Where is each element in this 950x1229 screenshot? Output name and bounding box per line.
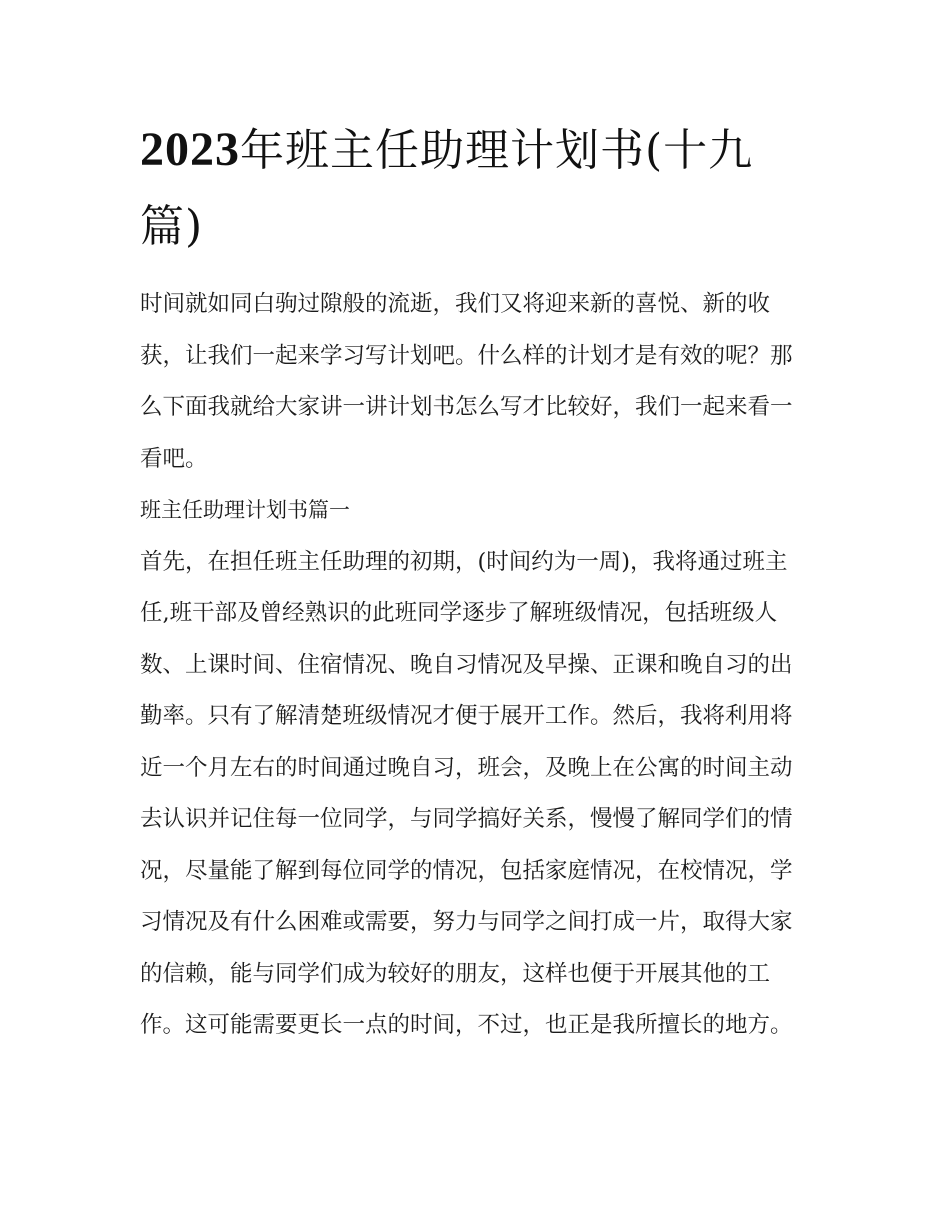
document-title bbox=[140, 112, 812, 265]
intro-paragraph: 时间就如同白驹过隙般的流逝，我们又将迎来新的喜悦、新的收获，让我们一起来学习写计划吧。什么样的计划才是有效的呢？那么下面我就给大家讲一讲计划书怎么写才比较好，我们一起来看一看吧。 bbox=[140, 291, 793, 472]
document-content bbox=[140, 112, 812, 1052]
section-heading: 班主任助理计划书篇一 bbox=[140, 498, 350, 522]
title-year: 2023 bbox=[140, 123, 240, 176]
title-text: 年班主任助理计划书(十九篇) bbox=[140, 125, 754, 252]
body-paragraph: 首先，在担任班主任助理的初期，(时间约为一周)，我将通过班主任,班干部及曾经熟识的此班同学逐步了解班级情况，包括班级人数、上课时间、住宿情况、晚自习情况及早操、正课和晚自习的出勤率。只有了解清楚班级情况才便于展开工作。然后，我将利用将近一个月左右的时间通过晚自习，班会，及晚上在公寓的时间主动去认识并记住每一位同学，与同学搞好关系，慢慢了解同学们的情况，尽量能了解到每位同学的情况，包括家庭情况，在校情况，学习情况及有什么困难或需要，努力与同学之间打成一片，取得大家的信赖，能与同学们成为较好的朋友，这样也便于开展其他的工作。这可能需要更长一点的时间，不过，也正是我所擅长的地方。 bbox=[140, 548, 793, 1038]
